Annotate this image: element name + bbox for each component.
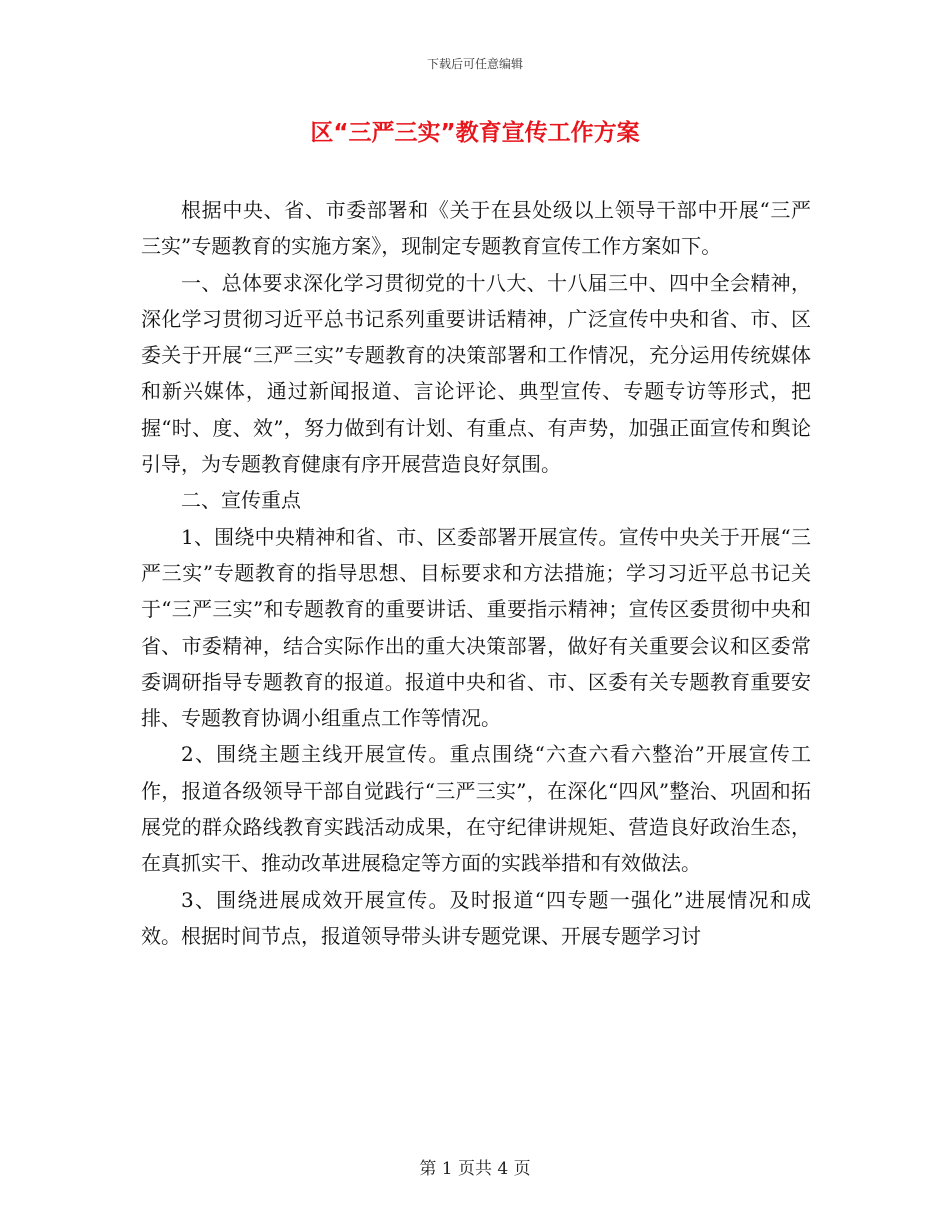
paragraph-intro: 根据中央、省、市委部署和《关于在县处级以上领导干部中开展“三严三实”专题教育的实施方案》，现制定专题教育宣传工作方案如下。	[141, 198, 811, 259]
paragraph-general-requirements: 一、总体要求深化学习贯彻党的十八大、十八届三中、四中全会精神，深化学习贯彻习近平总书记系列重要讲话精神，广泛宣传中央和省、市、区委关于开展“三严三实”专题教育的决策部署和工作情况，充分运用传统媒体和新兴媒体，通过新闻报道、言论评论、典型宣传、专题专访等形式，把握“时、度、效”，努力做到有计划、有重点、有声势，加强正面宣传和舆论引导，为专题教育健康有序开展营造良好氛围。	[141, 270, 811, 477]
page-number-footer: 第 1 页共 4 页	[419, 1159, 531, 1179]
paragraph-point-3: 3、围绕进展成效开展宣传。及时报道“四专题一强化”进展情况和成效。根据时间节点，报道领导带头讲专题党课、开展专题学习讨	[141, 887, 811, 948]
paragraph-section-heading: 二、宣传重点	[181, 488, 301, 513]
paragraph-point-2: 2、围绕主题主线开展宣传。重点围绕“六查六看六整治”开展宣传工作，报道各级领导干部自觉践行“三严三实”，在深化“四风”整治、巩固和拓展党的群众路线教育实践活动成果，在守纪律讲规矩、营造良好政治生态，在真抓实干、推动改革进展稳定等方面的实践举措和有效做法。	[141, 742, 811, 876]
paragraph-point-1: 1、围绕中央精神和省、市、区委部署开展宣传。宣传中央关于开展“三严三实”专题教育的指导思想、目标要求和方法措施；学习习近平总书记关于“三严三实”和专题教育的重要讲话、重要指示精神；宣传区委贯彻中央和省、市委精神，结合实际作出的重大决策部署，做好有关重要会议和区委常委调研指导专题教育的报道。报道中央和省、市、区委有关专题教育重要安排、专题教育协调小组重点工作等情况。	[141, 524, 811, 731]
document-body	[141, 192, 811, 954]
document-title: 区“三严三实”教育宣传工作方案	[310, 120, 640, 146]
header-note: 下载后可任意编辑	[426, 57, 523, 71]
